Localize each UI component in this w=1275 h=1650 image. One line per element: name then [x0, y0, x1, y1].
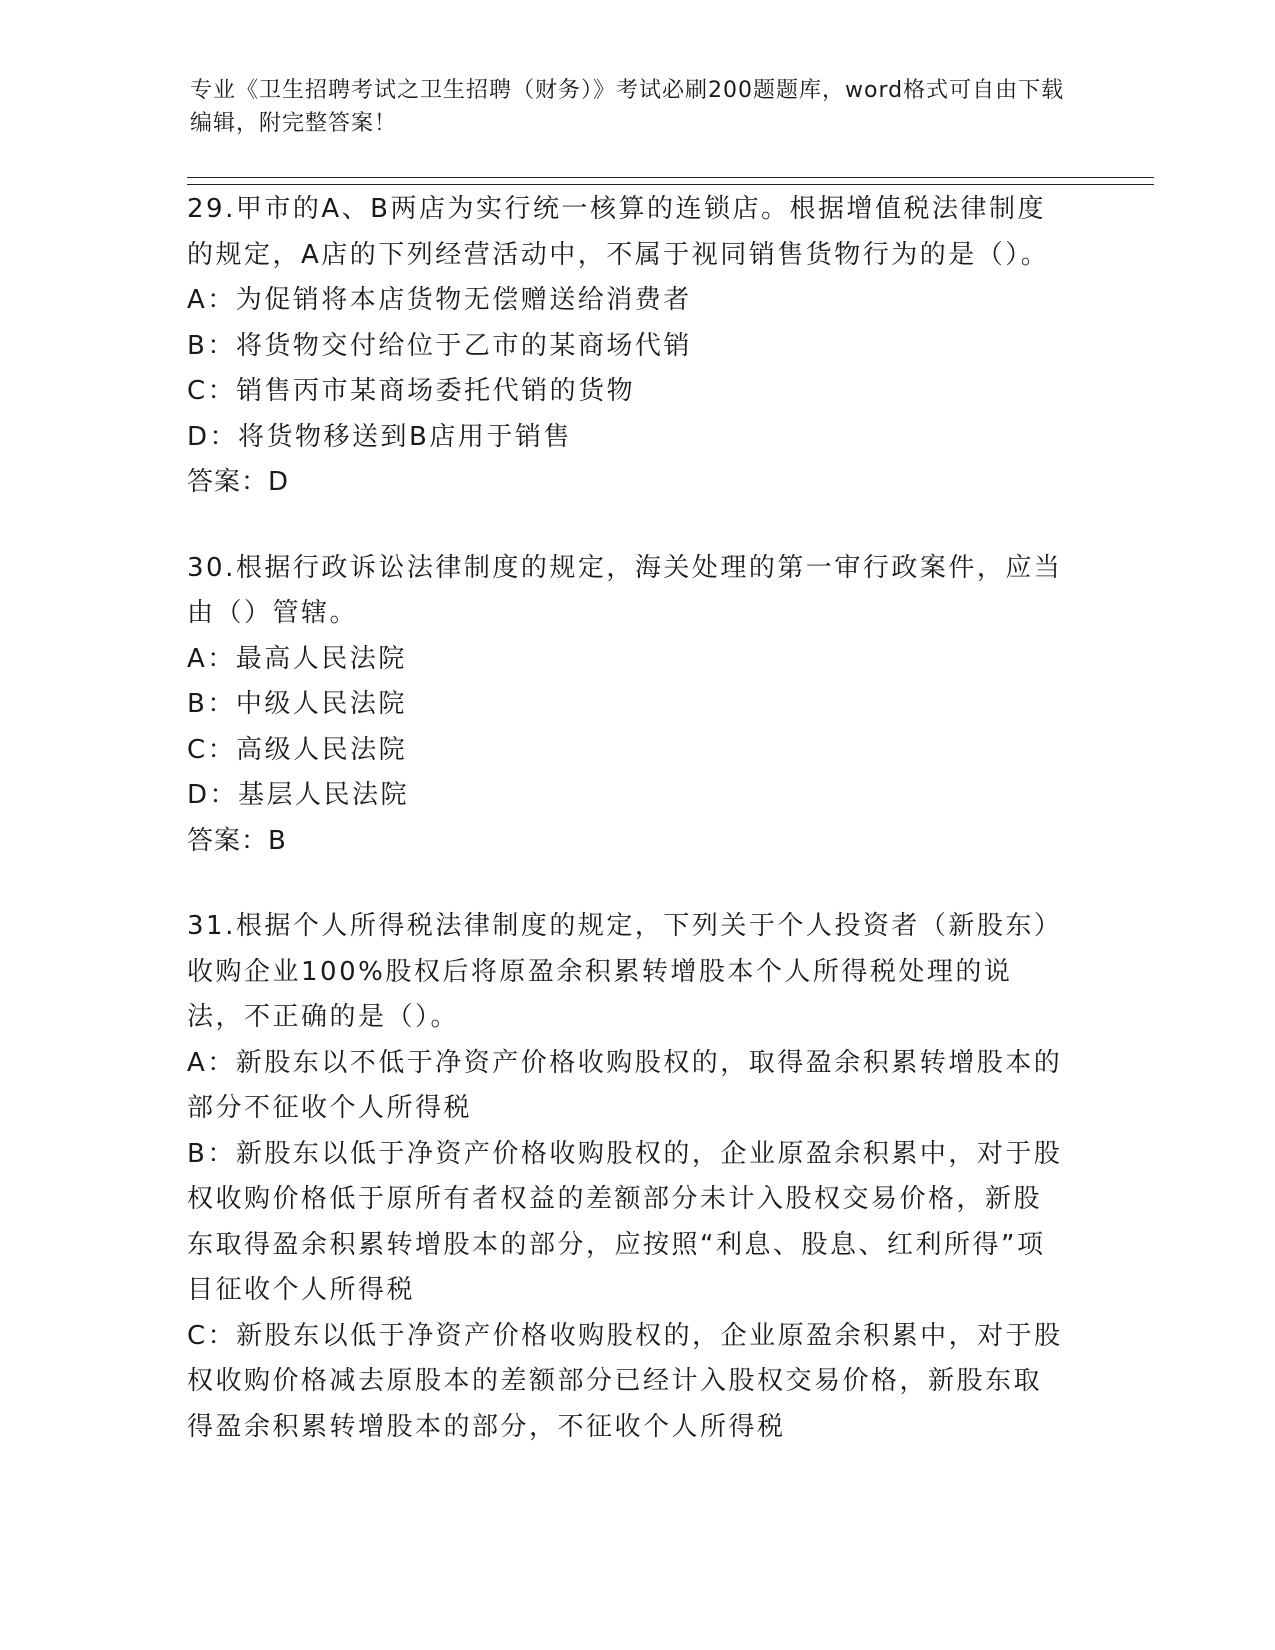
- document-header: 专业《卫生招聘考试之卫生招聘（财务）》考试必刷200题题库，word格式可自由下载编辑，附完整答案！: [190, 78, 1065, 136]
- option-d: D：将货物移送到B店用于销售: [187, 421, 572, 452]
- question-29: [187, 187, 1067, 506]
- question-stem: 31.根据个人所得税法律制度的规定，下列关于个人投资者（新股东）收购企业100%股权后将原盈余积累转增股本个人所得税处理的说法，不正确的是（）。: [187, 911, 1063, 1032]
- option-a: A：新股东以不低于净资产价格收购股权的，取得盈余积累转增股本的部分不征收个人所得税: [187, 1047, 1063, 1123]
- header-double-rule: [187, 177, 1154, 185]
- question-stem: 30.根据行政诉讼法律制度的规定，海关处理的第一审行政案件，应当由（）管辖。: [187, 552, 1063, 628]
- option-c: C：销售丙市某商场委托代销的货物: [187, 376, 636, 406]
- question-30: [187, 546, 1067, 865]
- question-stem: 29.甲市的A、B两店为实行统一核算的连锁店。根据增值税法律制度的规定，A店的下列经营活动中，不属于视同销售货物行为的是（）。: [187, 194, 1050, 270]
- option-c: C：高级人民法院: [187, 734, 408, 765]
- option-b: B：中级人民法院: [187, 689, 407, 719]
- option-c: C：新股东以低于净资产价格收购股权的，企业原盈余积累中，对于股权收购价格减去原股本的差额部分已经计入股权交易价格，新股东取得盈余积累转增股本的部分，不征收个人所得税: [187, 1320, 1063, 1442]
- answer: 答案：B: [187, 825, 287, 856]
- question-31: [187, 904, 1067, 1450]
- option-a: A：最高人民法院: [187, 643, 407, 674]
- option-a: A：为促销将本店货物无偿赠送给消费者: [187, 285, 692, 315]
- option-d: D：基层人民法院: [187, 780, 410, 810]
- question-list: [187, 187, 1067, 1490]
- option-b: B：将货物交付给位于乙市的某商场代销: [187, 330, 692, 361]
- answer: 答案：D: [187, 467, 290, 497]
- option-b: B：新股东以低于净资产价格收购股权的，企业原盈余积累中，对于股权收购价格低于原所有者权益的差额部分未计入股权交易价格，新股东取得盈余积累转增股本的部分，应按照“利息、股息、红利所得”项目征收个人所得税: [187, 1138, 1063, 1305]
